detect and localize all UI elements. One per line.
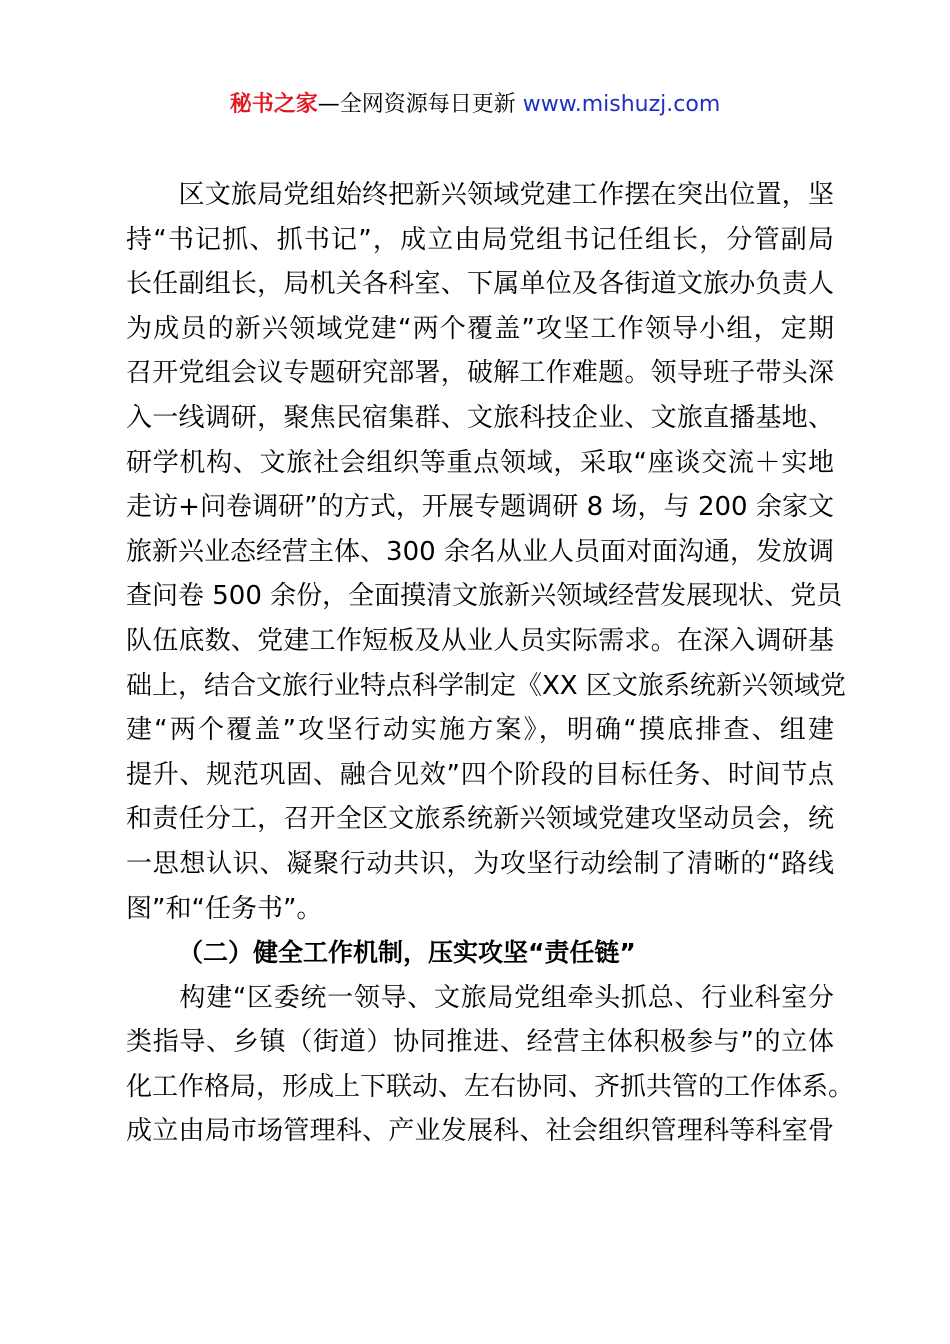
paragraph-2: [126, 976, 855, 1154]
text-line: 召开党组会议专题研究部署，破解工作难题。领导班子带头深: [126, 358, 834, 389]
text-line: 为成员的新兴领域党建“两个覆盖”攻坚工作领导小组，定期: [126, 313, 834, 344]
text-line: 提升、规范巩固、融合见效”四个阶段的目标任务、时间节点: [126, 759, 834, 790]
text-line: 化工作格局，形成上下联动、左右协同、齐抓共管的工作体系。: [126, 1071, 855, 1102]
text-line: 区文旅局党组始终把新兴领域党建工作摆在突出位置，坚: [126, 180, 834, 210]
text-line: 础上，结合文旅行业特点科学制定《XX 区文旅系统新兴领域党: [126, 670, 846, 701]
text-line: 队伍底数、党建工作短板及从业人员实际需求。在深入调研基: [126, 625, 834, 656]
text-line: 持“书记抓、抓书记”，成立由局党组书记任组长，分管副局: [126, 224, 834, 255]
text-line: 和责任分工，召开全区文旅系统新兴领域党建攻坚动员会，统: [126, 804, 834, 835]
site-url[interactable]: www.mishuzj.com: [522, 92, 721, 117]
text-line: 长任副组长，局机关各科室、下属单位及各街道文旅办负责人: [126, 269, 834, 300]
paragraph-1: [126, 173, 846, 931]
document-body: [126, 173, 855, 1154]
text-line: 成立由局市场管理科、产业发展科、社会组织管理科等科室骨: [126, 1116, 834, 1147]
text-line: 研学机构、文旅社会组织等重点领域，采取“座谈交流＋实地: [126, 447, 834, 478]
text-line: 查问卷 500 余份，全面摸清文旅新兴领域经营发展现状、党员: [126, 581, 843, 612]
header-tagline: —全网资源每日更新: [317, 92, 523, 117]
text-line: 一思想认识、凝聚行动共识，为攻坚行动绘制了清晰的“路线: [126, 848, 834, 879]
text-line: 图”和“任务书”。: [126, 893, 323, 924]
page-header: [0, 88, 950, 122]
text-line: 入一线调研，聚焦民宿集群、文旅科技企业、文旅直播基地、: [126, 402, 834, 433]
section-heading-2: （二）健全工作机制，压实攻坚“责任链”: [178, 938, 636, 968]
brand-name: 秘书之家: [229, 92, 318, 117]
text-line: 类指导、乡镇（街道）协同推进、经营主体积极参与”的立体: [126, 1027, 834, 1058]
text-line: 走访+问卷调研”的方式，开展专题调研 8 场，与 200 余家文: [126, 492, 834, 523]
text-line: 构建“区委统一领导、文旅局党组牵头抓总、行业科室分: [126, 982, 834, 1013]
text-line: 建“两个覆盖”攻坚行动实施方案》，明确“摸底排查、组建: [126, 715, 834, 746]
text-line: 旅新兴业态经营主体、300 余名从业人员面对面沟通，发放调: [126, 536, 834, 567]
